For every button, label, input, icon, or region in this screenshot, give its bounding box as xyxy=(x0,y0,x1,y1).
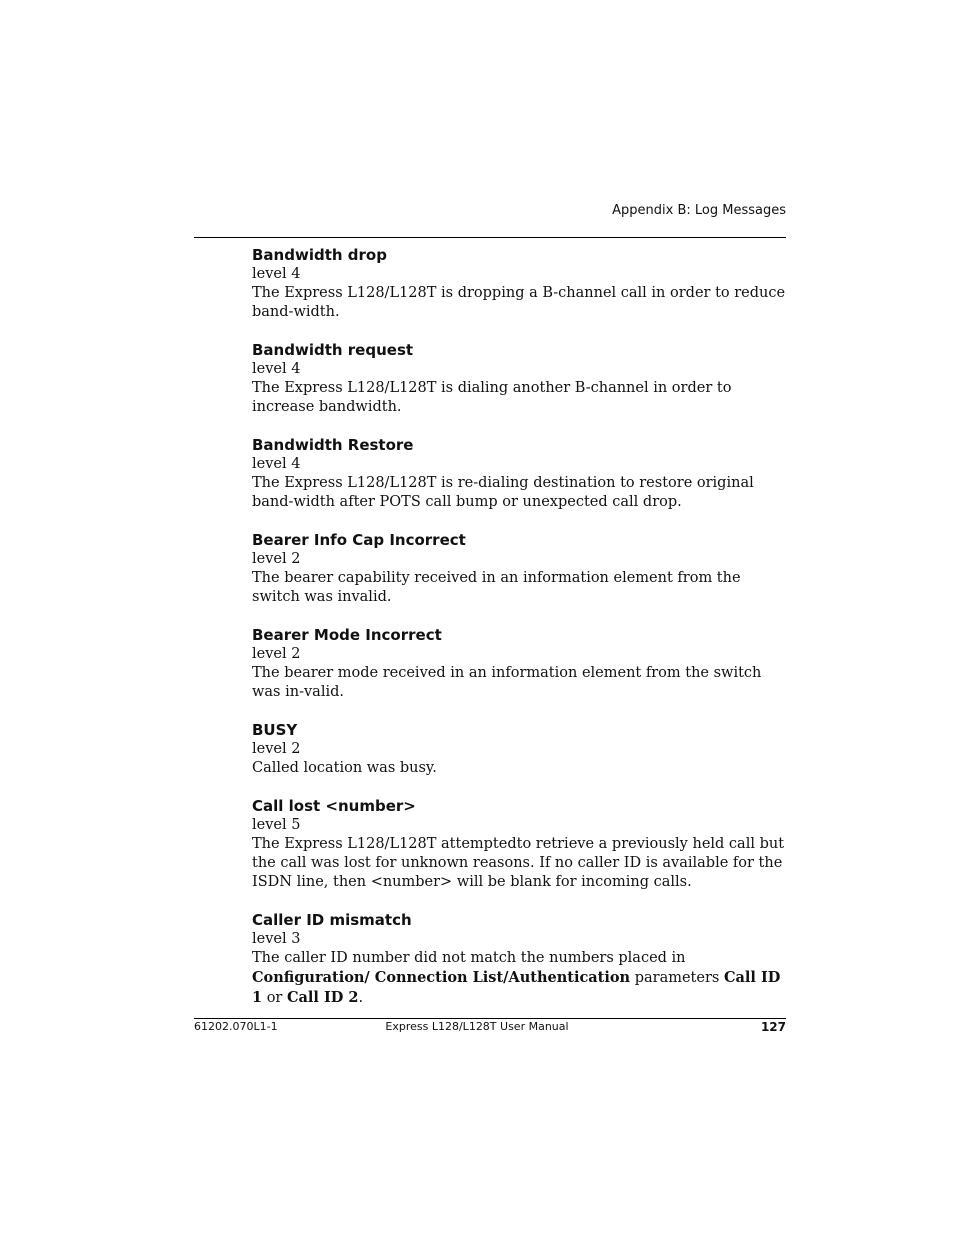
entry-description: Called location was busy. xyxy=(252,760,437,776)
param-call-id-2: Call ID 2 xyxy=(286,989,359,1006)
desc-text: . xyxy=(358,990,364,1006)
entry-title: Caller ID mismatch xyxy=(252,911,412,929)
entry-title: Bandwidth drop xyxy=(252,246,387,264)
entry-title: Call lost <number> xyxy=(252,797,416,815)
entry-level: level 2 xyxy=(252,551,301,567)
entry-title: Bearer Mode Incorrect xyxy=(252,626,442,644)
header-rule xyxy=(194,237,786,238)
entry-title: Bandwidth Restore xyxy=(252,436,414,454)
entry-description: The Express L128/L128T is dropping a B-channel call in order to reduce band-width. xyxy=(252,285,786,320)
entry-title: Bandwidth request xyxy=(252,341,414,359)
entry-description: The bearer mode received in an information element from the switch was in-valid. xyxy=(252,665,762,700)
entry-level: level 4 xyxy=(252,266,301,282)
desc-text: The caller ID number did not match the numbers placed in xyxy=(252,950,686,966)
footer-rule xyxy=(194,1018,786,1019)
log-entry xyxy=(252,436,788,512)
log-entry xyxy=(252,721,788,778)
entry-title: BUSY xyxy=(252,721,298,739)
entry-description: The Express L128/L128T is dialing another B-channel in order to increase bandwidth. xyxy=(252,380,732,415)
log-entry xyxy=(252,246,788,322)
page-number: 127 xyxy=(760,1020,786,1034)
entry-description xyxy=(252,949,788,1008)
log-entry xyxy=(252,531,788,607)
entry-description: The Express L128/L128T attemptedto retrieve a previously held call but the call was lost for unknown reasons. If no caller ID is available for the ISDN line, then <number> will be blank for incoming calls. xyxy=(252,836,785,890)
entry-level: level 5 xyxy=(252,817,301,833)
log-entry xyxy=(252,341,788,417)
param-call-id-1: Call ID 1 xyxy=(252,969,781,1006)
manual-title: Express L128/L128T User Manual xyxy=(385,1020,569,1033)
desc-text: parameters xyxy=(630,970,724,986)
config-path: Configuration/ Connection List/Authentication xyxy=(252,969,631,986)
log-message-list xyxy=(252,246,788,1027)
entry-level: level 2 xyxy=(252,646,301,662)
entry-level: level 4 xyxy=(252,456,301,472)
log-entry xyxy=(252,626,788,702)
running-header: Appendix B: Log Messages xyxy=(612,203,786,218)
log-entry xyxy=(252,797,788,892)
document-number: 61202.070L1-1 xyxy=(194,1020,278,1033)
entry-description: The bearer capability received in an information element from the switch was invalid. xyxy=(252,570,741,605)
log-entry xyxy=(252,911,788,1008)
desc-text: or xyxy=(262,990,287,1006)
entry-level: level 3 xyxy=(252,931,301,947)
entry-description: The Express L128/L128T is re-dialing destination to restore original band-width after POTS call bump or unexpected call drop. xyxy=(252,475,754,510)
entry-level: level 2 xyxy=(252,741,301,757)
entry-level: level 4 xyxy=(252,361,301,377)
entry-title: Bearer Info Cap Incorrect xyxy=(252,531,466,549)
